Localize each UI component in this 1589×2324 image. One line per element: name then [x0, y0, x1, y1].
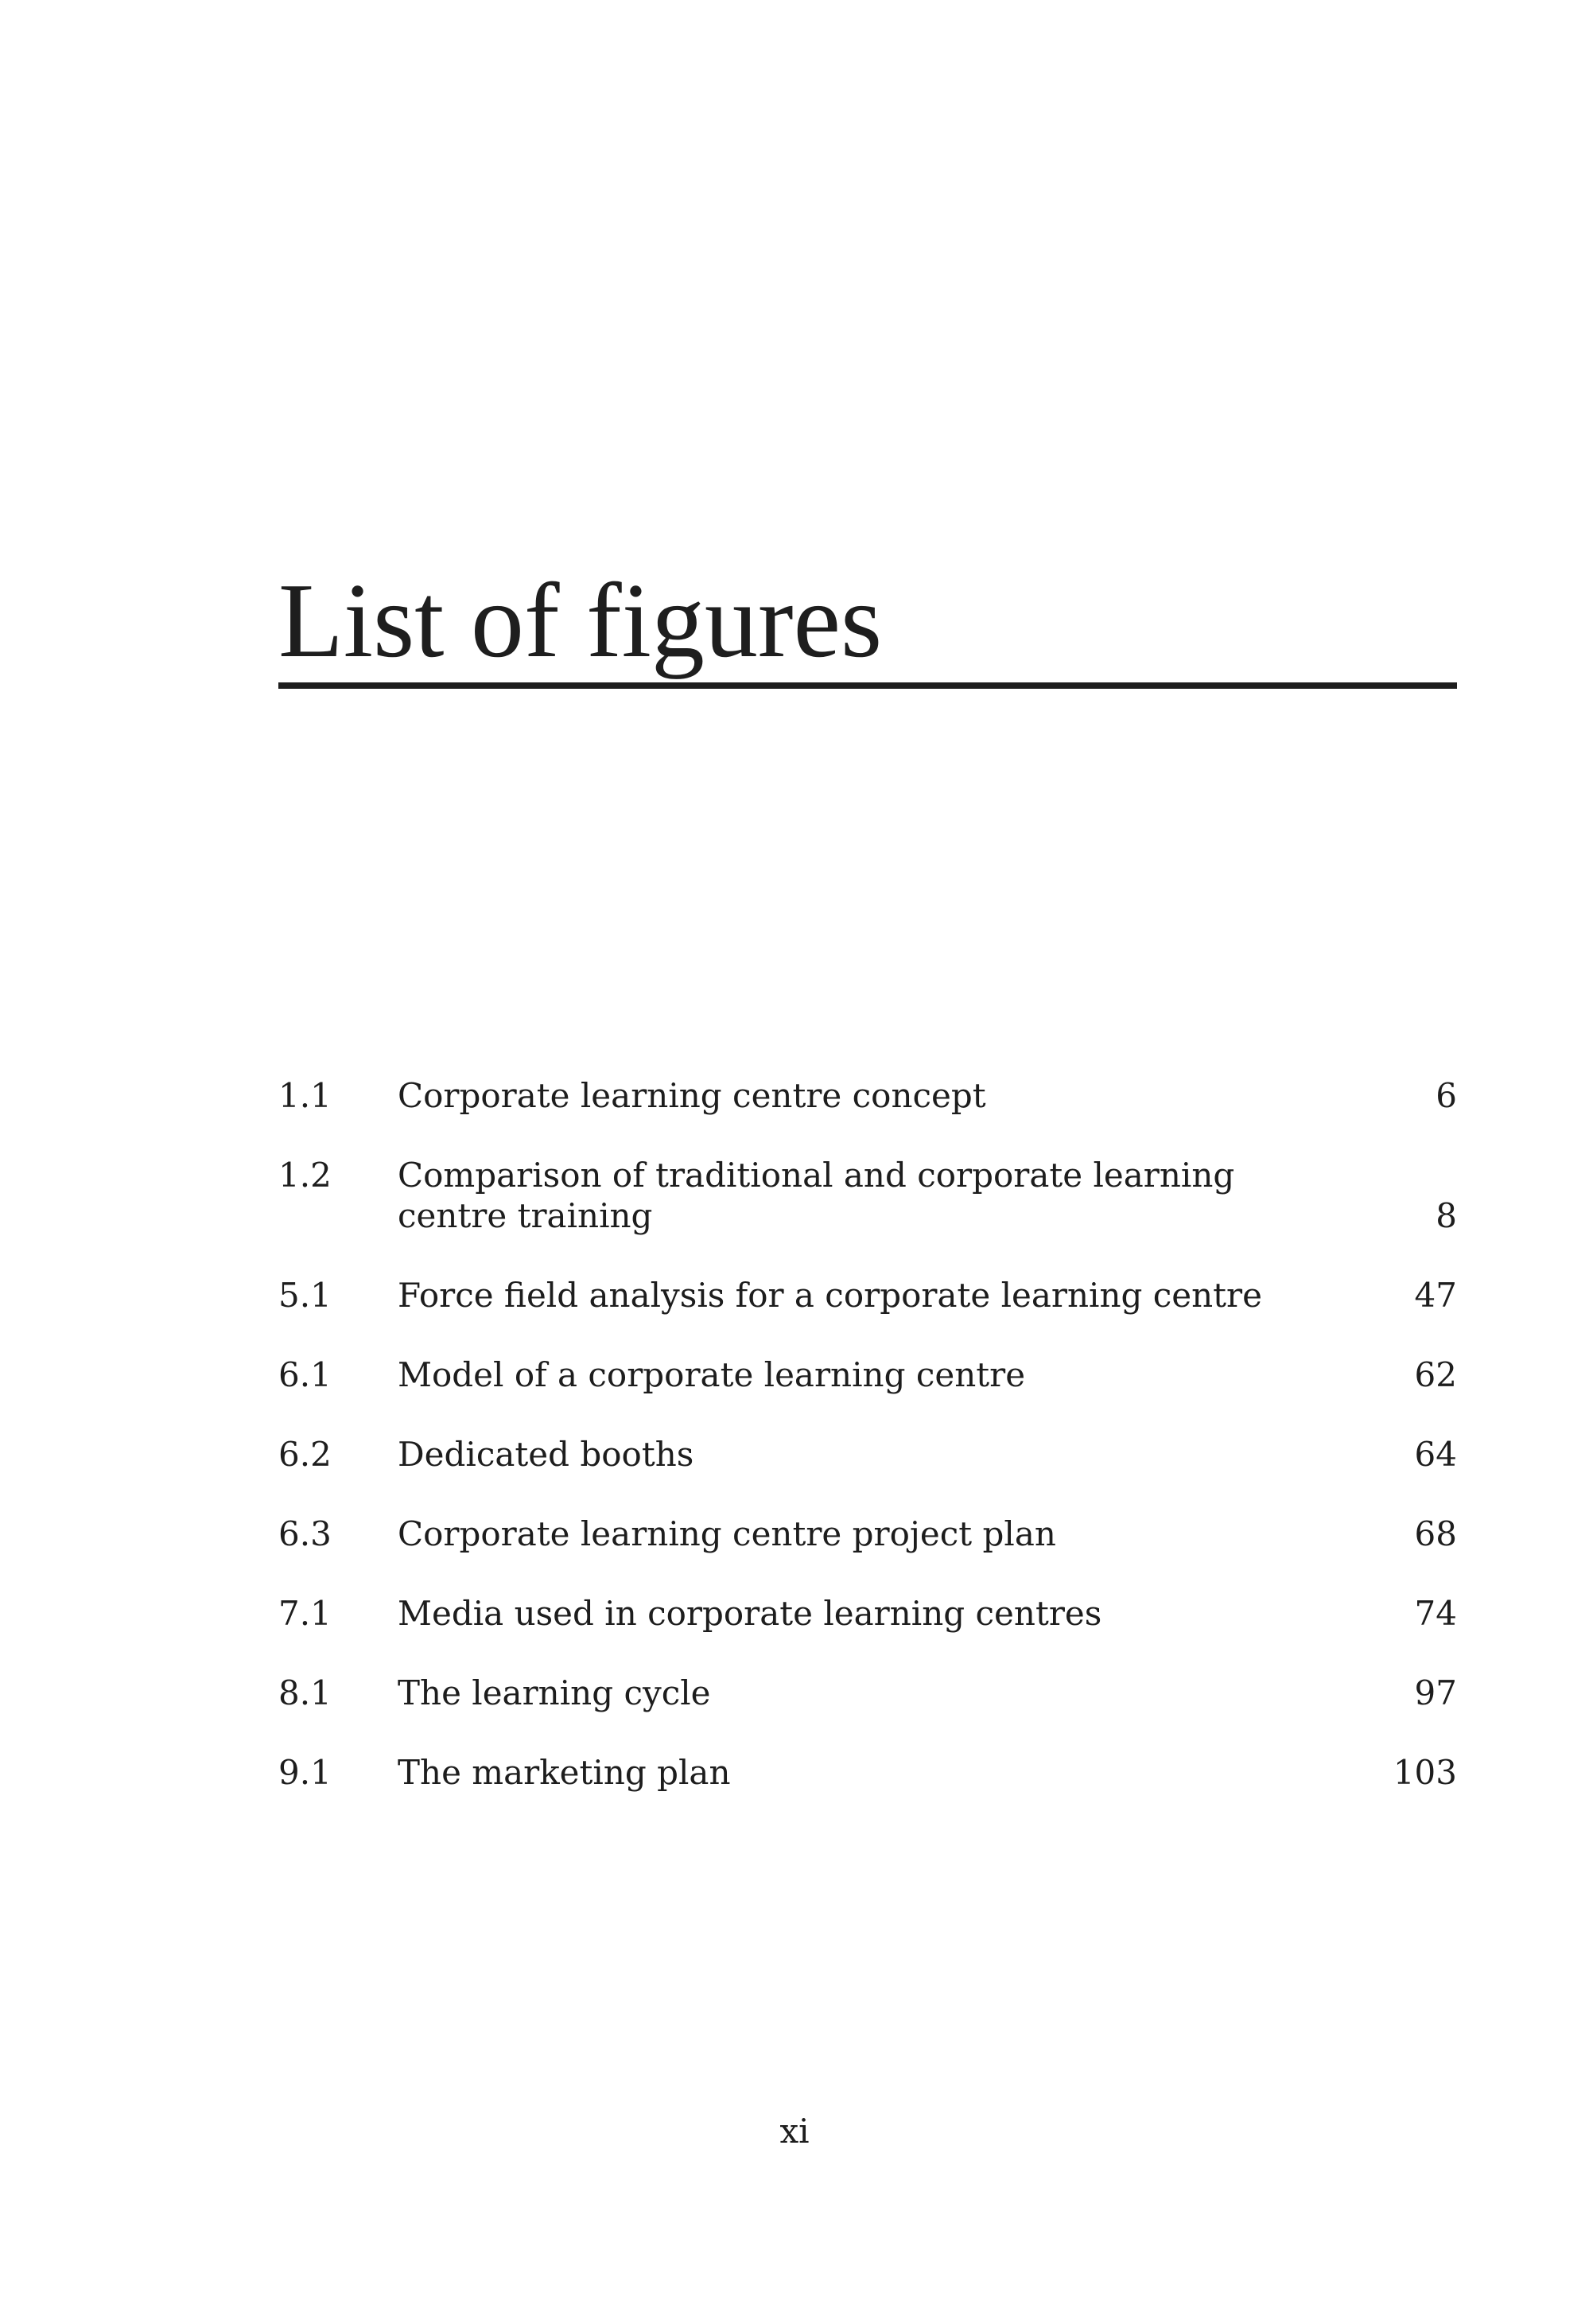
figure-page-number: 68 — [1414, 1514, 1457, 1553]
page-title: List of figures — [278, 562, 883, 679]
figure-caption: Model of a corporate learning centre — [398, 1355, 1026, 1394]
figure-page-number: 47 — [1414, 1276, 1457, 1315]
figure-number: 6.3 — [278, 1514, 332, 1553]
figure-entry — [278, 1275, 1457, 1316]
figure-number: 7.1 — [278, 1594, 332, 1633]
figure-entry — [278, 1155, 1457, 1236]
figure-number: 8.1 — [278, 1673, 332, 1712]
figure-entry — [278, 1752, 1457, 1793]
page-folio: xi — [779, 2112, 810, 2151]
figure-number: 6.1 — [278, 1355, 332, 1394]
figure-entry — [278, 1673, 1457, 1713]
figure-caption: Force field analysis for a corporate learning centre — [398, 1276, 1262, 1315]
figure-page-number: 62 — [1414, 1355, 1457, 1394]
figure-number: 1.2 — [278, 1156, 332, 1195]
figure-caption: Comparison of traditional and corporate learning centre training — [398, 1156, 1235, 1235]
figure-entry — [278, 1514, 1457, 1554]
figure-number: 5.1 — [278, 1276, 332, 1315]
figure-entry — [278, 1075, 1457, 1116]
figure-entry — [278, 1434, 1457, 1475]
figure-caption: The marketing plan — [398, 1753, 731, 1792]
figure-page-number: 6 — [1436, 1076, 1457, 1115]
figure-caption: Corporate learning centre concept — [398, 1076, 986, 1115]
figure-page-number: 74 — [1414, 1594, 1457, 1633]
figure-caption: Dedicated booths — [398, 1435, 694, 1474]
title-rule — [278, 682, 1457, 689]
figure-entry — [278, 1354, 1457, 1395]
figure-caption: Corporate learning centre project plan — [398, 1514, 1056, 1553]
figure-number: 1.1 — [278, 1076, 332, 1115]
figure-number: 6.2 — [278, 1435, 332, 1474]
figure-page-number: 8 — [1436, 1196, 1457, 1235]
figure-caption: The learning cycle — [398, 1673, 711, 1712]
figure-entry — [278, 1593, 1457, 1634]
figure-number: 9.1 — [278, 1753, 332, 1792]
figure-caption: Media used in corporate learning centres — [398, 1594, 1102, 1633]
figure-list — [278, 1075, 1457, 1832]
figure-page-number: 64 — [1414, 1435, 1457, 1474]
figure-page-number: 103 — [1393, 1753, 1457, 1792]
figure-page-number: 97 — [1414, 1673, 1457, 1712]
